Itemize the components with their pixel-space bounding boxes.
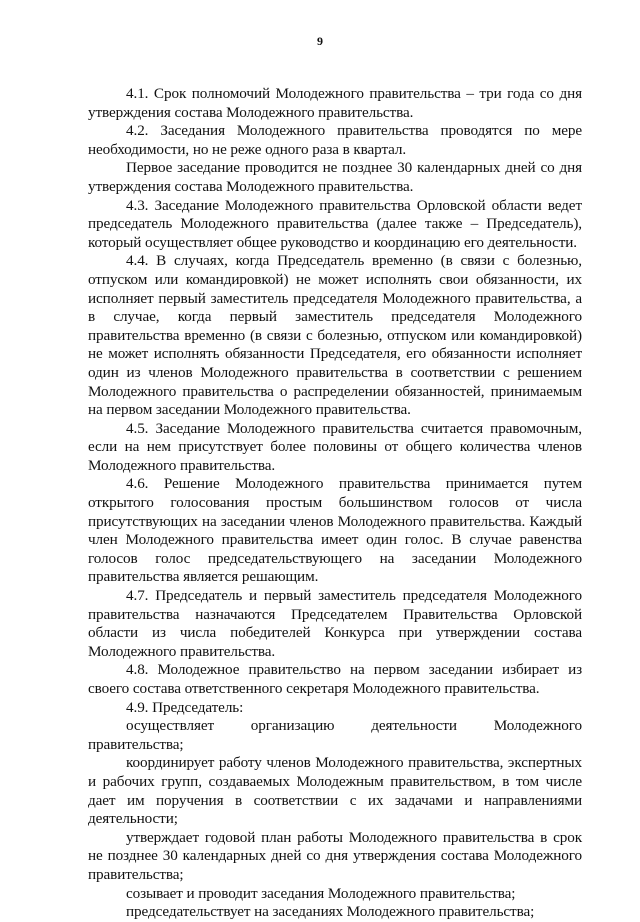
paragraph: 4.4. В случаях, когда Председатель временно (в связи с болезнью, отпуском или командировкой) не может исполнять свои обязанности, их исполняет первый заместитель председателя Молодежного правительства, а в случае, когда первый заместитель председателя Молодежного правительства временно (в связи с болезнью, отпуском или командировкой) не может исполнять обязанности Председателя, его обязанности исполняет один из членов Молодежного правительства в соответствии с решением Молодежного правительства о распределении обязанностей, принимаемым на первом заседании Молодежного правительства. xyxy=(88,252,582,419)
paragraph: 4.8. Молодежное правительство на первом заседании избирает из своего состава ответственного секретаря Молодежного правительства. xyxy=(88,661,582,697)
paragraph: 4.2. Заседания Молодежного правительства проводятся по мере необходимости, но не реже одного раза в квартал. xyxy=(88,122,582,158)
paragraph: 4.5. Заседание Молодежного правительства считается правомочным, если на нем присутствует более половины от общего количества членов Молодежного правительства. xyxy=(88,419,582,474)
paragraph: 4.3. Заседание Молодежного правительства Орловской области ведет председатель Молодежного правительства (далее также – Председатель), который осуществляет общее руководство и координацию его деятельности. xyxy=(88,196,582,251)
paragraph: 4.9. Председатель: xyxy=(126,698,244,716)
paragraph: утверждает годовой план работы Молодежного правительства в срок не позднее 30 календарных дней со дня утверждения состава Молодежного правительства; xyxy=(88,828,582,883)
paragraph: 4.1. Срок полномочий Молодежного правительства – три года со дня утверждения состава Молодежного правительства. xyxy=(88,85,582,121)
document-body xyxy=(88,85,582,922)
page-number: 9 xyxy=(317,34,323,48)
paragraph: председательствует на заседаниях Молодежного правительства; xyxy=(126,903,535,921)
paragraph: созывает и проводит заседания Молодежного правительства; xyxy=(126,884,516,902)
paragraph: 4.7. Председатель и первый заместитель председателя Молодежного правительства назначаются Председателем Правительства Орловской области из числа победителей Конкурса при утверждении состава Молодежного правительства. xyxy=(88,587,582,660)
paragraph: координирует работу членов Молодежного правительства, экспертных и рабочих групп, создаваемых Молодежным правительством, в том числе дает им поручения в соответствии с их задачами и направлениями деятельности; xyxy=(88,754,582,828)
paragraph: осуществляет организацию деятельности Молодежного правительства; xyxy=(88,717,582,753)
paragraph: 4.6. Решение Молодежного правительства принимается путем открытого голосования простым большинством голосов от числа присутствующих на заседании членов Молодежного правительства. Каждый член Молодежного правительства имеет один голос. В случае равенства голосов голос председательствующего на заседании Молодежного правительства является решающим. xyxy=(88,475,582,586)
paragraph: Первое заседание проводится не позднее 30 календарных дней со дня утверждения состава Молодежного правительства. xyxy=(88,159,582,195)
